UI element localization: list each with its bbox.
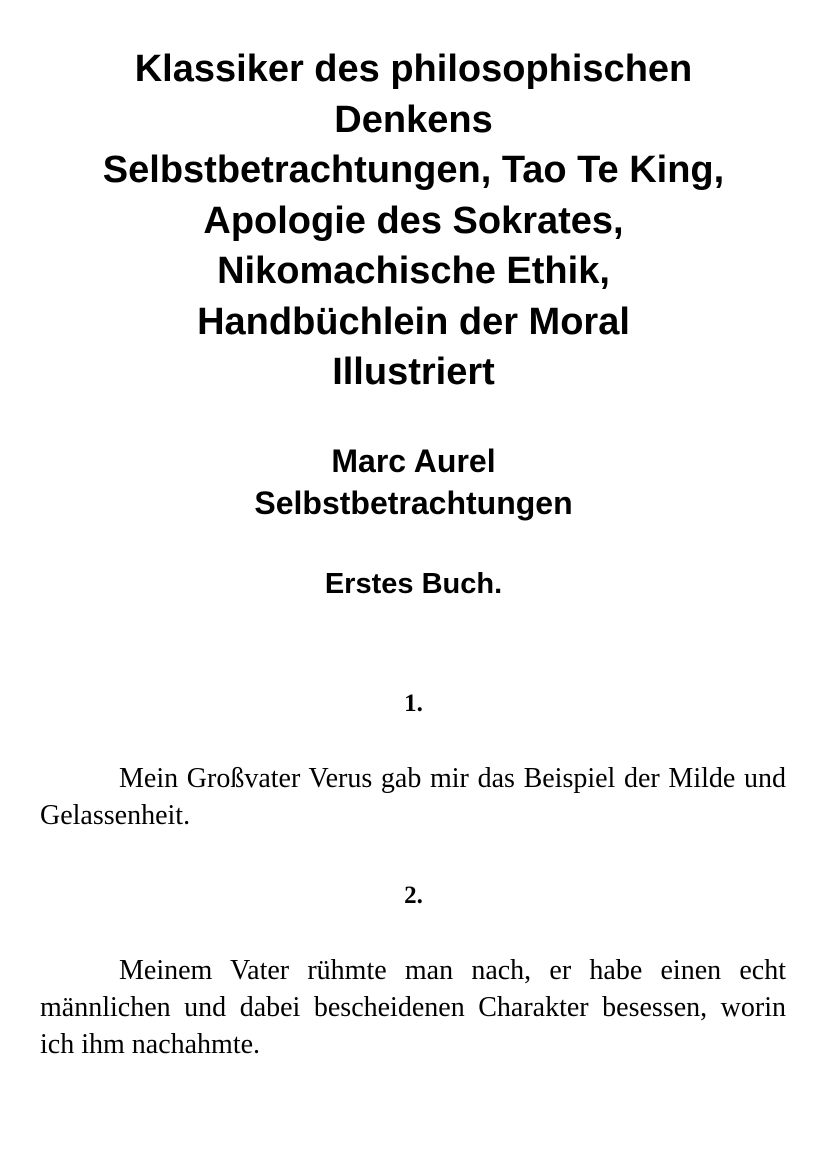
collection-title: [0, 44, 827, 398]
title-line: Denkens: [334, 98, 493, 141]
work-heading: [0, 440, 827, 524]
title-line: Selbstbetrachtungen, Tao Te King,: [102, 149, 725, 191]
work-title: Selbstbetrachtungen: [254, 485, 573, 521]
section-paragraph: Meinem Vater rühmte man nach, er habe einen echt männlichen und dabei bescheidenen Charakter besessen, worin ich ihm nachahmte.: [40, 955, 786, 1060]
title-line: Illustriert: [332, 351, 495, 393]
section-number: 2.: [404, 882, 423, 909]
section-paragraph: Mein Großvater Verus gab mir das Beispiel der Milde und Gelassenheit.: [40, 763, 786, 831]
title-line: Apologie des Sokrates,: [203, 199, 624, 242]
title-line: Klassiker des philosophischen: [134, 48, 693, 90]
book-heading: Erstes Buch.: [324, 568, 503, 600]
author-name: Marc Aurel: [331, 443, 496, 479]
title-line: Handbüchlein der Moral: [197, 300, 630, 343]
title-line: Nikomachische Ethik,: [217, 250, 610, 292]
section-number: 1.: [404, 690, 423, 717]
